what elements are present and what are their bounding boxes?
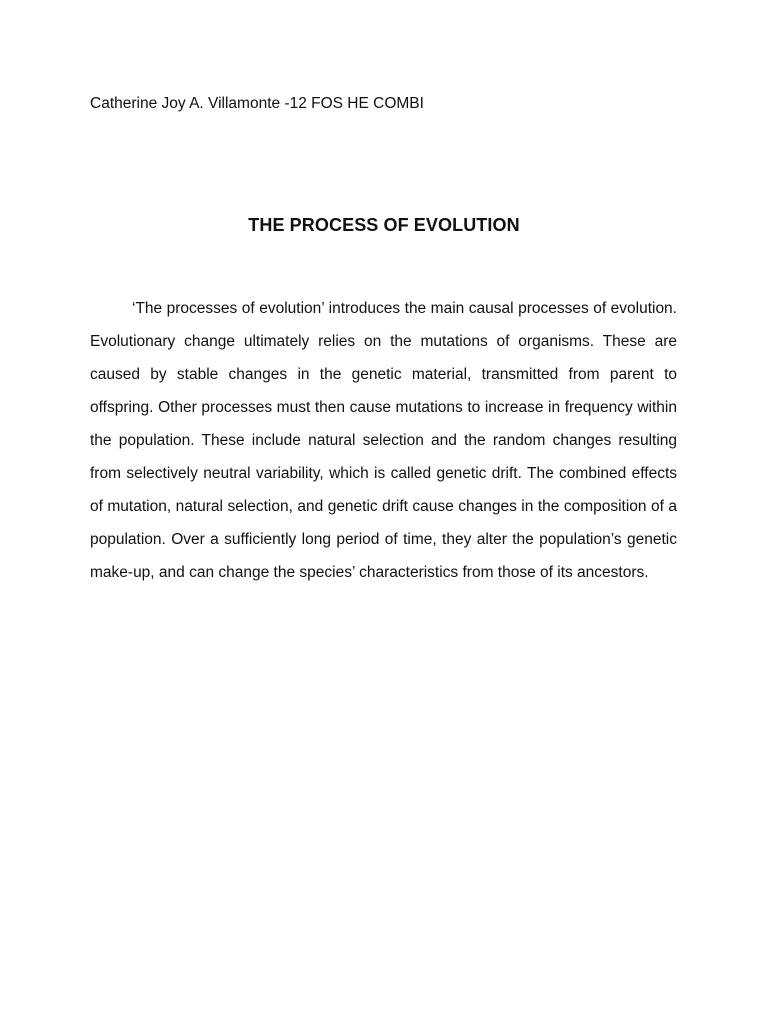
body-paragraph: ‘The processes of evolution’ introduces the main causal processes of evolution. Evolutionary change ultimately relies on the mutations of organisms. These are caused by stable changes in the genetic material, transmitted from parent to offspring. Other processes must then cause mutations to increase in frequency within the population. These include natural selection and the random changes resulting from selectively neutral variability, which is called genetic drift. The combined effects of mutation, natural selection, and genetic drift cause changes in the composition of a population. Over a sufficiently long period of time, they alter the population’s genetic make-up, and can change the species’ characteristics from those of its ancestors. [90,300,677,581]
document-title: THE PROCESS OF EVOLUTION [248,215,520,235]
author-line: Catherine Joy A. Villamonte -12 FOS HE COMBI [90,95,424,112]
